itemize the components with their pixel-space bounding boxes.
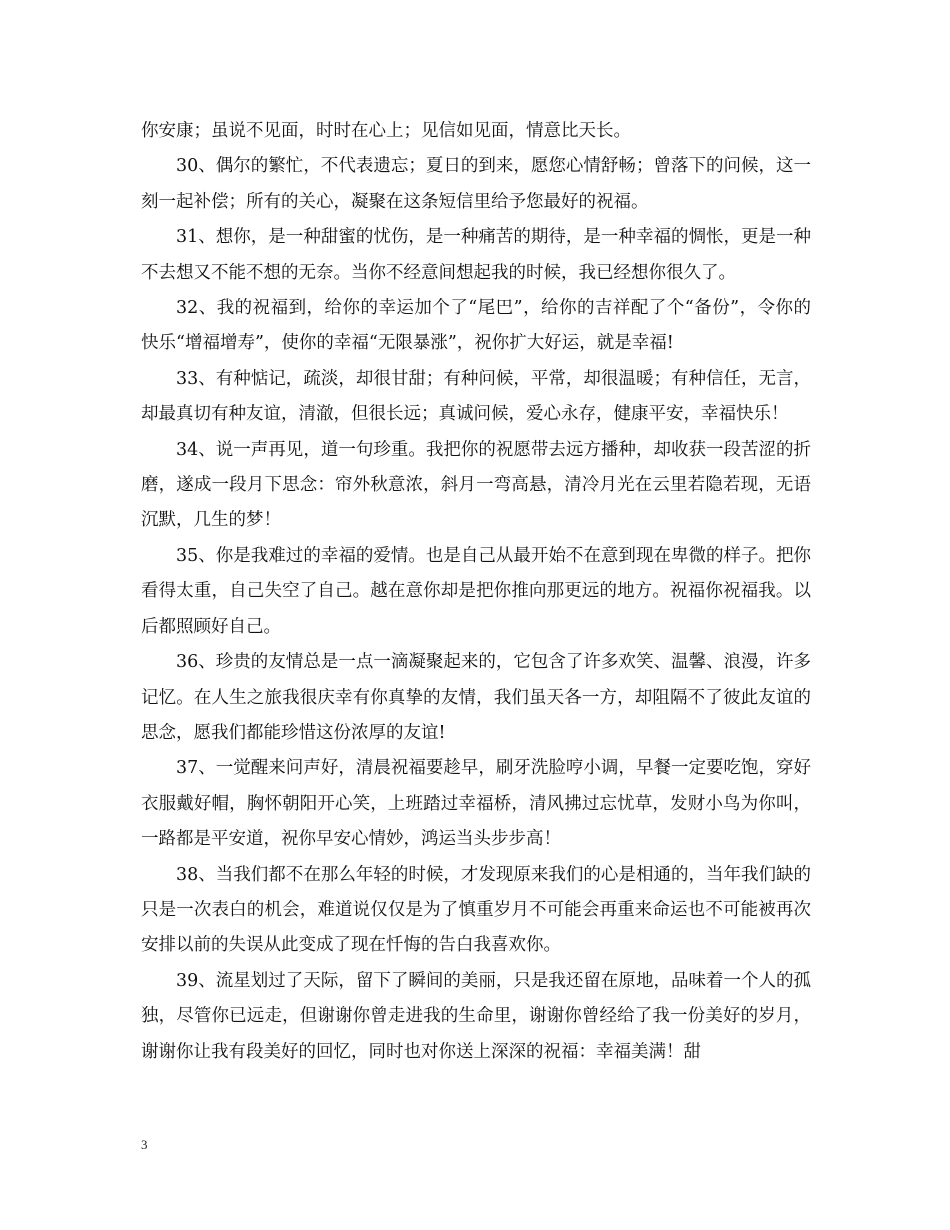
paragraph-36: 36、珍贵的友情总是一点一滴凝聚起来的，它包含了许多欢笑、温馨、浪漫，许多记忆。在人生之旅我很庆幸有你真挚的友情，我们虽天各一方，却阻隔不了彼此友谊的思念，愿我们都能珍惜这份浓厚的友谊!	[141, 652, 811, 743]
paragraph-continuation: 你安康；虽说不见面，时时在心上；见信如见面，情意比天长。	[141, 121, 631, 141]
page-number: 3	[141, 1137, 148, 1152]
paragraph-37: 37、一觉醒来问声好，清晨祝福要趁早，刷牙洗脸哼小调，早餐一定要吃饱，穿好衣服戴好帽，胸怀朝阳开心笑，上班踏过幸福桥，清风拂过忘忧草，发财小鸟为你叫，一路都是平安道，祝你早安心情妙，鸿运当头步步高！	[141, 758, 811, 850]
document-body	[141, 114, 811, 1070]
paragraph-34: 34、说一声再见，道一句珍重。我把你的祝愿带去远方播种，却收获一段苦涩的折磨，遂成一段月下思念：帘外秋意浓，斜月一弯高悬，清冷月光在云里若隐若现，无语沉默，几生的梦！	[141, 439, 811, 531]
paragraph-38: 38、当我们都不在那么年轻的时候，才发现原来我们的心是相通的，当年我们缺的只是一次表白的机会，难道说仅仅是为了慎重岁月不可能会再重来命运也不可能被再次安排以前的失误从此变成了现在忏悔的告白我喜欢你。	[141, 864, 811, 956]
paragraph-32: 32、我的祝福到，给你的幸运加个了“尾巴”，给你的吉祥配了个“备份”，令你的快乐“增福增寿”，使你的幸福“无限暴涨”，祝你扩大好运，就是幸福!	[141, 298, 811, 354]
paragraph-31: 31、想你，是一种甜蜜的忧伤，是一种痛苦的期待，是一种幸福的惆怅，更是一种不去想又不能不想的无奈。当你不经意间想起我的时候，我已经想你很久了。	[141, 227, 811, 283]
paragraph-35: 35、你是我难过的幸福的爱情。也是自己从最开始不在意到现在卑微的样子。把你看得太重，自己失空了自己。越在意你却是把你推向那更远的地方。祝福你祝福我。以后都照顾好自己。	[141, 545, 811, 637]
paragraph-30: 30、偶尔的繁忙，不代表遗忘；夏日的到来，愿您心情舒畅；曾落下的问候，这一刻一起补偿；所有的关心，凝聚在这条短信里给予您最好的祝福。	[141, 156, 811, 212]
paragraph-33: 33、有种惦记，疏淡，却很甘甜；有种问候，平常，却很温暖；有种信任，无言，却最真切有种友谊，清澈，但很长远；真诚问候，爱心永存，健康平安，幸福快乐！	[141, 368, 811, 425]
paragraph-39: 39、流星划过了天际，留下了瞬间的美丽，只是我还留在原地，品味着一个人的孤独，尽管你已远走，但谢谢你曾走进我的生命里，谢谢你曾经给了我一份美好的岁月，谢谢你让我有段美好的回忆，同时也对你送上深深的祝福：幸福美满！甜	[141, 970, 811, 1062]
